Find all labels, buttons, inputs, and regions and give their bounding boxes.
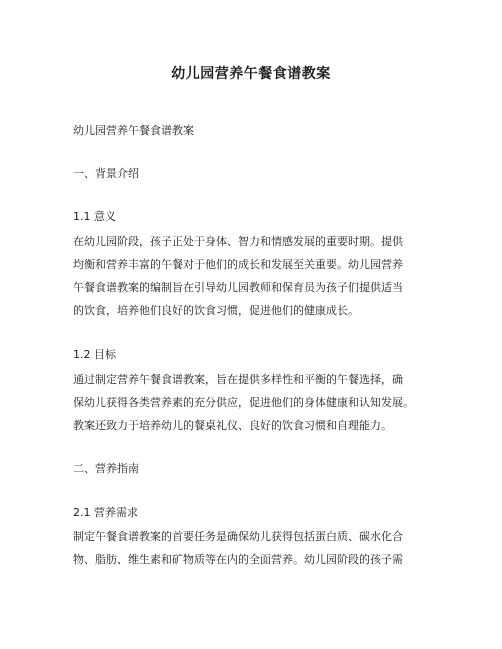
section-heading-nutrition-guide: 二、营养指南 [73,462,139,475]
paragraph-line: 保幼儿获得各类营养素的充分供应，促进他们的身体健康和认知发展。 [73,396,414,409]
document-title: 幼儿园营养午餐食谱教案 [171,66,331,82]
subsection-heading-nutrition-needs: 2.1 营养需求 [73,506,138,519]
paragraph-line: 在幼儿园阶段，孩子正处于身体、智力和情感发展的重要时期。提供 [73,235,403,248]
section-heading-background: 一、背景介绍 [73,167,139,180]
paragraph-line: 的饮食，培养他们良好的饮食习惯，促进他们的健康成长。 [73,304,359,317]
subsection-heading-goals: 1.2 目标 [73,348,116,361]
paragraph-line: 均衡和营养丰富的午餐对于他们的成长和发展至关重要。幼儿园营养 [73,258,403,271]
paragraph-line: 物、脂肪、维生素和矿物质等在内的全面营养。幼儿园阶段的孩子需 [73,553,403,566]
paragraph-line: 制定午餐食谱教案的首要任务是确保幼儿获得包括蛋白质、碳水化合 [73,530,403,543]
paragraph-line: 午餐食谱教案的编制旨在引导幼儿园教师和保育员为孩子们提供适当 [73,281,403,294]
paragraph-line: 教案还致力于培养幼儿的餐桌礼仪、良好的饮食习惯和自理能力。 [73,419,392,432]
paragraph-line: 通过制定营养午餐食谱教案，旨在提供多样性和平衡的午餐选择，确 [73,373,403,386]
subsection-heading-significance: 1.1 意义 [73,210,116,223]
document-subtitle: 幼儿园营养午餐食谱教案 [73,124,194,137]
